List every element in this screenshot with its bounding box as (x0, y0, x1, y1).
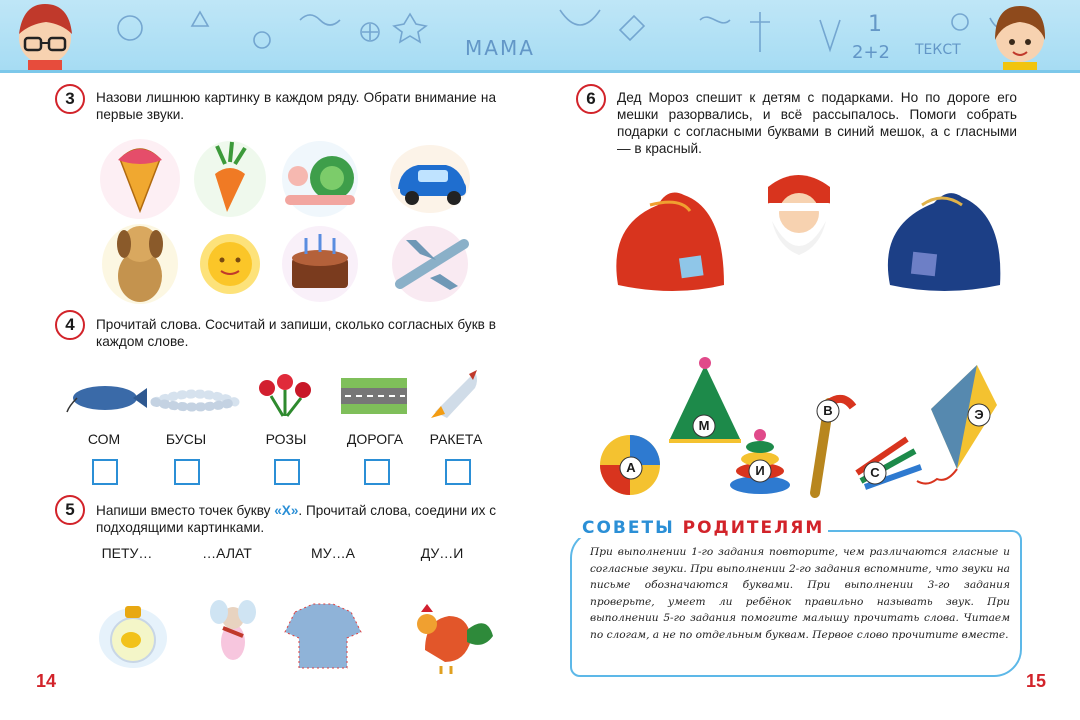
doodle-one: 1 (868, 12, 882, 37)
rooster-picture (417, 604, 493, 674)
task5-text-before: Напиши вместо точек букву (96, 503, 275, 518)
doodle-mama: МАМА (465, 36, 535, 60)
letter-kite-e: Э (974, 407, 984, 422)
page-number-left: 14 (36, 671, 57, 691)
snail-picture (282, 141, 358, 217)
task3-number: 3 (55, 84, 85, 114)
roses-picture (259, 374, 311, 416)
task5-text-after: . Прочитай слова, соедини их с подходящими картинками. (96, 503, 496, 535)
girl-avatar (985, 0, 1055, 72)
word-doroga: ДОРОГА (346, 431, 404, 447)
letter-pyramid-i: И (755, 463, 765, 478)
advice-text: При выполнении 1-го задания повторите, чем различаются гласные и согласные звуки. При выполнении 2-го задания вспомните, что звуки на письме обозначаются буквами. При выполнении 3-го задания проверьте, умеет ли ребёнок правильно называть звук. При выполнении 5-го задания помогите малышу прочитать слова. Читаем по слогам, а не по отдельным буквам. Первое слово прочитите вместе. (590, 546, 1010, 641)
banner-doodles (0, 0, 1080, 70)
task6-number: 6 (576, 84, 606, 114)
ice-cream-picture (100, 139, 180, 219)
word-alat: …АЛАТ (202, 545, 252, 561)
task3-text: Назови лишнюю картинку в каждом ряду. Обрати внимание на первые звуки. (96, 90, 496, 122)
rocket-picture (431, 370, 477, 418)
carrot-picture (194, 141, 266, 217)
header-banner (0, 0, 1080, 73)
puppy-picture (102, 224, 178, 304)
word-rozy: РОЗЫ (265, 431, 307, 447)
fly-picture (210, 600, 256, 660)
answer-box-doroga[interactable] (364, 459, 390, 485)
word-petu: ПЕТУ… (101, 545, 153, 561)
answer-box-rozy[interactable] (274, 459, 300, 485)
letter-pencils-s: С (870, 465, 880, 480)
santa-picture (766, 175, 832, 255)
car-picture (390, 145, 470, 213)
task4-pictures (65, 368, 495, 420)
task5-number: 5 (55, 495, 85, 525)
word-som: СОМ (87, 431, 121, 447)
task3-pictures (100, 134, 500, 314)
task4-number: 4 (55, 310, 85, 340)
airplane-picture (392, 226, 468, 302)
cake-picture (282, 226, 358, 302)
blue-sack-picture (888, 193, 1000, 291)
doodle-text: ТЕКСТ (915, 42, 961, 58)
letter-hat-m: М (698, 418, 710, 433)
answer-box-som[interactable] (92, 459, 118, 485)
page-number-right: 15 (1026, 671, 1047, 691)
letter-pipe-v: В (823, 403, 833, 418)
road-picture (341, 378, 407, 414)
word-dui: ДУ…И (420, 545, 464, 561)
answer-box-busy[interactable] (174, 459, 200, 485)
word-busy: БУСЫ (165, 431, 207, 447)
advice-title (578, 518, 828, 538)
task5-letter: «Х» (274, 503, 299, 518)
answer-box-raketa[interactable] (445, 459, 471, 485)
shirt-picture (285, 604, 361, 668)
boy-avatar (10, 0, 80, 72)
task4-text: Прочитай слова. Сосчитай и запиши, сколько согласных букв в каждом слове. (96, 317, 496, 349)
task5-pictures (95, 590, 505, 675)
sun-picture (200, 234, 260, 294)
advice-title-part1: СОВЕТЫ (582, 518, 675, 538)
doodle-sum: 2+2 (852, 42, 890, 63)
catfish-picture (67, 386, 147, 412)
beads-picture (155, 394, 235, 407)
task6-text: Дед Мороз спешит к детям с подарками. Но по дороге его мешки разорвались, и всё рассыпалось. Помоги собрать подарки с согласными буквами в синий мешок, а с гласными — в красный. (617, 90, 1017, 156)
task6-santa-and-bags (600, 165, 1020, 315)
word-mua: МУ…А (311, 545, 355, 561)
red-sack-picture (616, 193, 724, 291)
task6-gifts (595, 355, 1015, 505)
perfume-bottle-picture (99, 606, 167, 668)
task5-text (96, 502, 496, 536)
letter-ball-a: А (626, 460, 636, 475)
word-raketa: РАКЕТА (429, 431, 483, 447)
advice-title-part2: РОДИТЕЛЯМ (682, 518, 825, 538)
